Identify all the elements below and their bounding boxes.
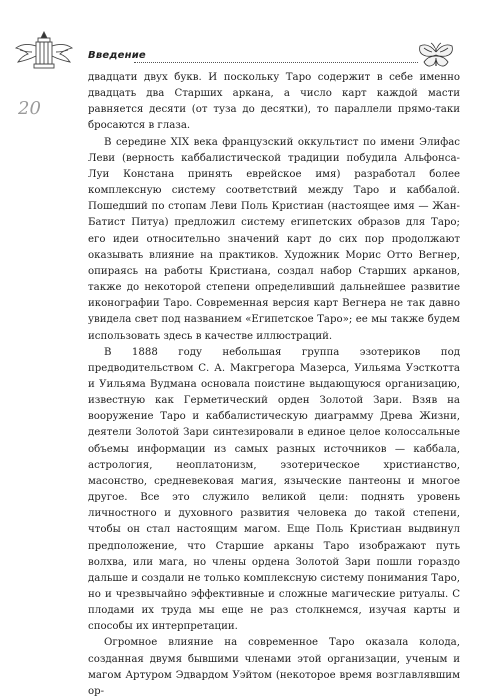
body-text [88,70,460,700]
page-number: 20 [18,98,41,119]
section-title: Введение [88,50,146,61]
butterfly-icon [418,42,454,70]
paragraph: двадцати двух букв. И поскольку Таро содержит в себе именно двадцать два Старших аркана, а число карт каждой масти равняется десяти (от туза до десятки), то параллели прямо-таки бросаются в глаза. [88,72,460,132]
header-rule [134,62,418,63]
paragraph: В середине XIX века французский оккультист по имени Элифас Леви (верность каббалистической традиции побудила Альфонса-Луи Констана принять еврейское имя) разработал более комплексную систему соответствий между Таро и каббалой. Пошедший по стопам Леви Поль Кристиан (настоящее имя — Жан-Батист Питуа) предложил систему египетских образов для Таро; его идеи относительно значений карт до сих пор продолжают оказывать влияние на практиков. Художник Морис Отто Вегнер, опираясь на работы Кристиана, создал набор Старших арканов, также до некоторой степени определивший дальнейшее развитие иконографии Таро. Современная версия карт Вегнера не так давно увидела свет под названием «Египетское Таро»; ее мы также будем использовать здесь в качестве иллюстраций. [88,136,460,342]
paragraph: Огромное влияние на современное Таро оказала колода, созданная двумя бывшими членами этой организации, ученым и магом Артуром Эдвардом Уэйтом (некоторое время возглавлявшим ор- [88,637,460,697]
paragraph: В 1888 году небольшая группа эзотериков под предводительством С. А. Макгрегора Мазерса, Уильяма Уэсткотта и Уильяма Вудмана основала поистине выдающуюся организацию, известную как Герметический орден Золотой Зари. Взяв на вооружение Таро и каббалистическую диаграмму Древа Жизни, деятели Золотой Зари синтезировали в единое целое колоссальные объемы информации из самых разных источников — каббала, астрология, неоплатонизм, эзотерическое христианство, масонство, средневековая магия, языческие пантеоны и многое другое. Все это служило великой цели: поднять уровень личностного и духовного развития человека до такой степени, чтобы он стал настоящим магом. Еще Поль Кристиан выдвинул предположение, что Старшие арканы Таро изображают путь волхва, или мага, но члены ордена Золотой Зари пошли гораздо дальше и создали не только комплексную систему понимания Таро, но и чрезвычайно эффективные и сложные магические ритуалы. С плодами их труда мы еще не раз столкнемся, изучая карты и способы их интерпретации. [88,346,460,633]
page-header [0,28,502,68]
lamp-icon [14,28,74,72]
